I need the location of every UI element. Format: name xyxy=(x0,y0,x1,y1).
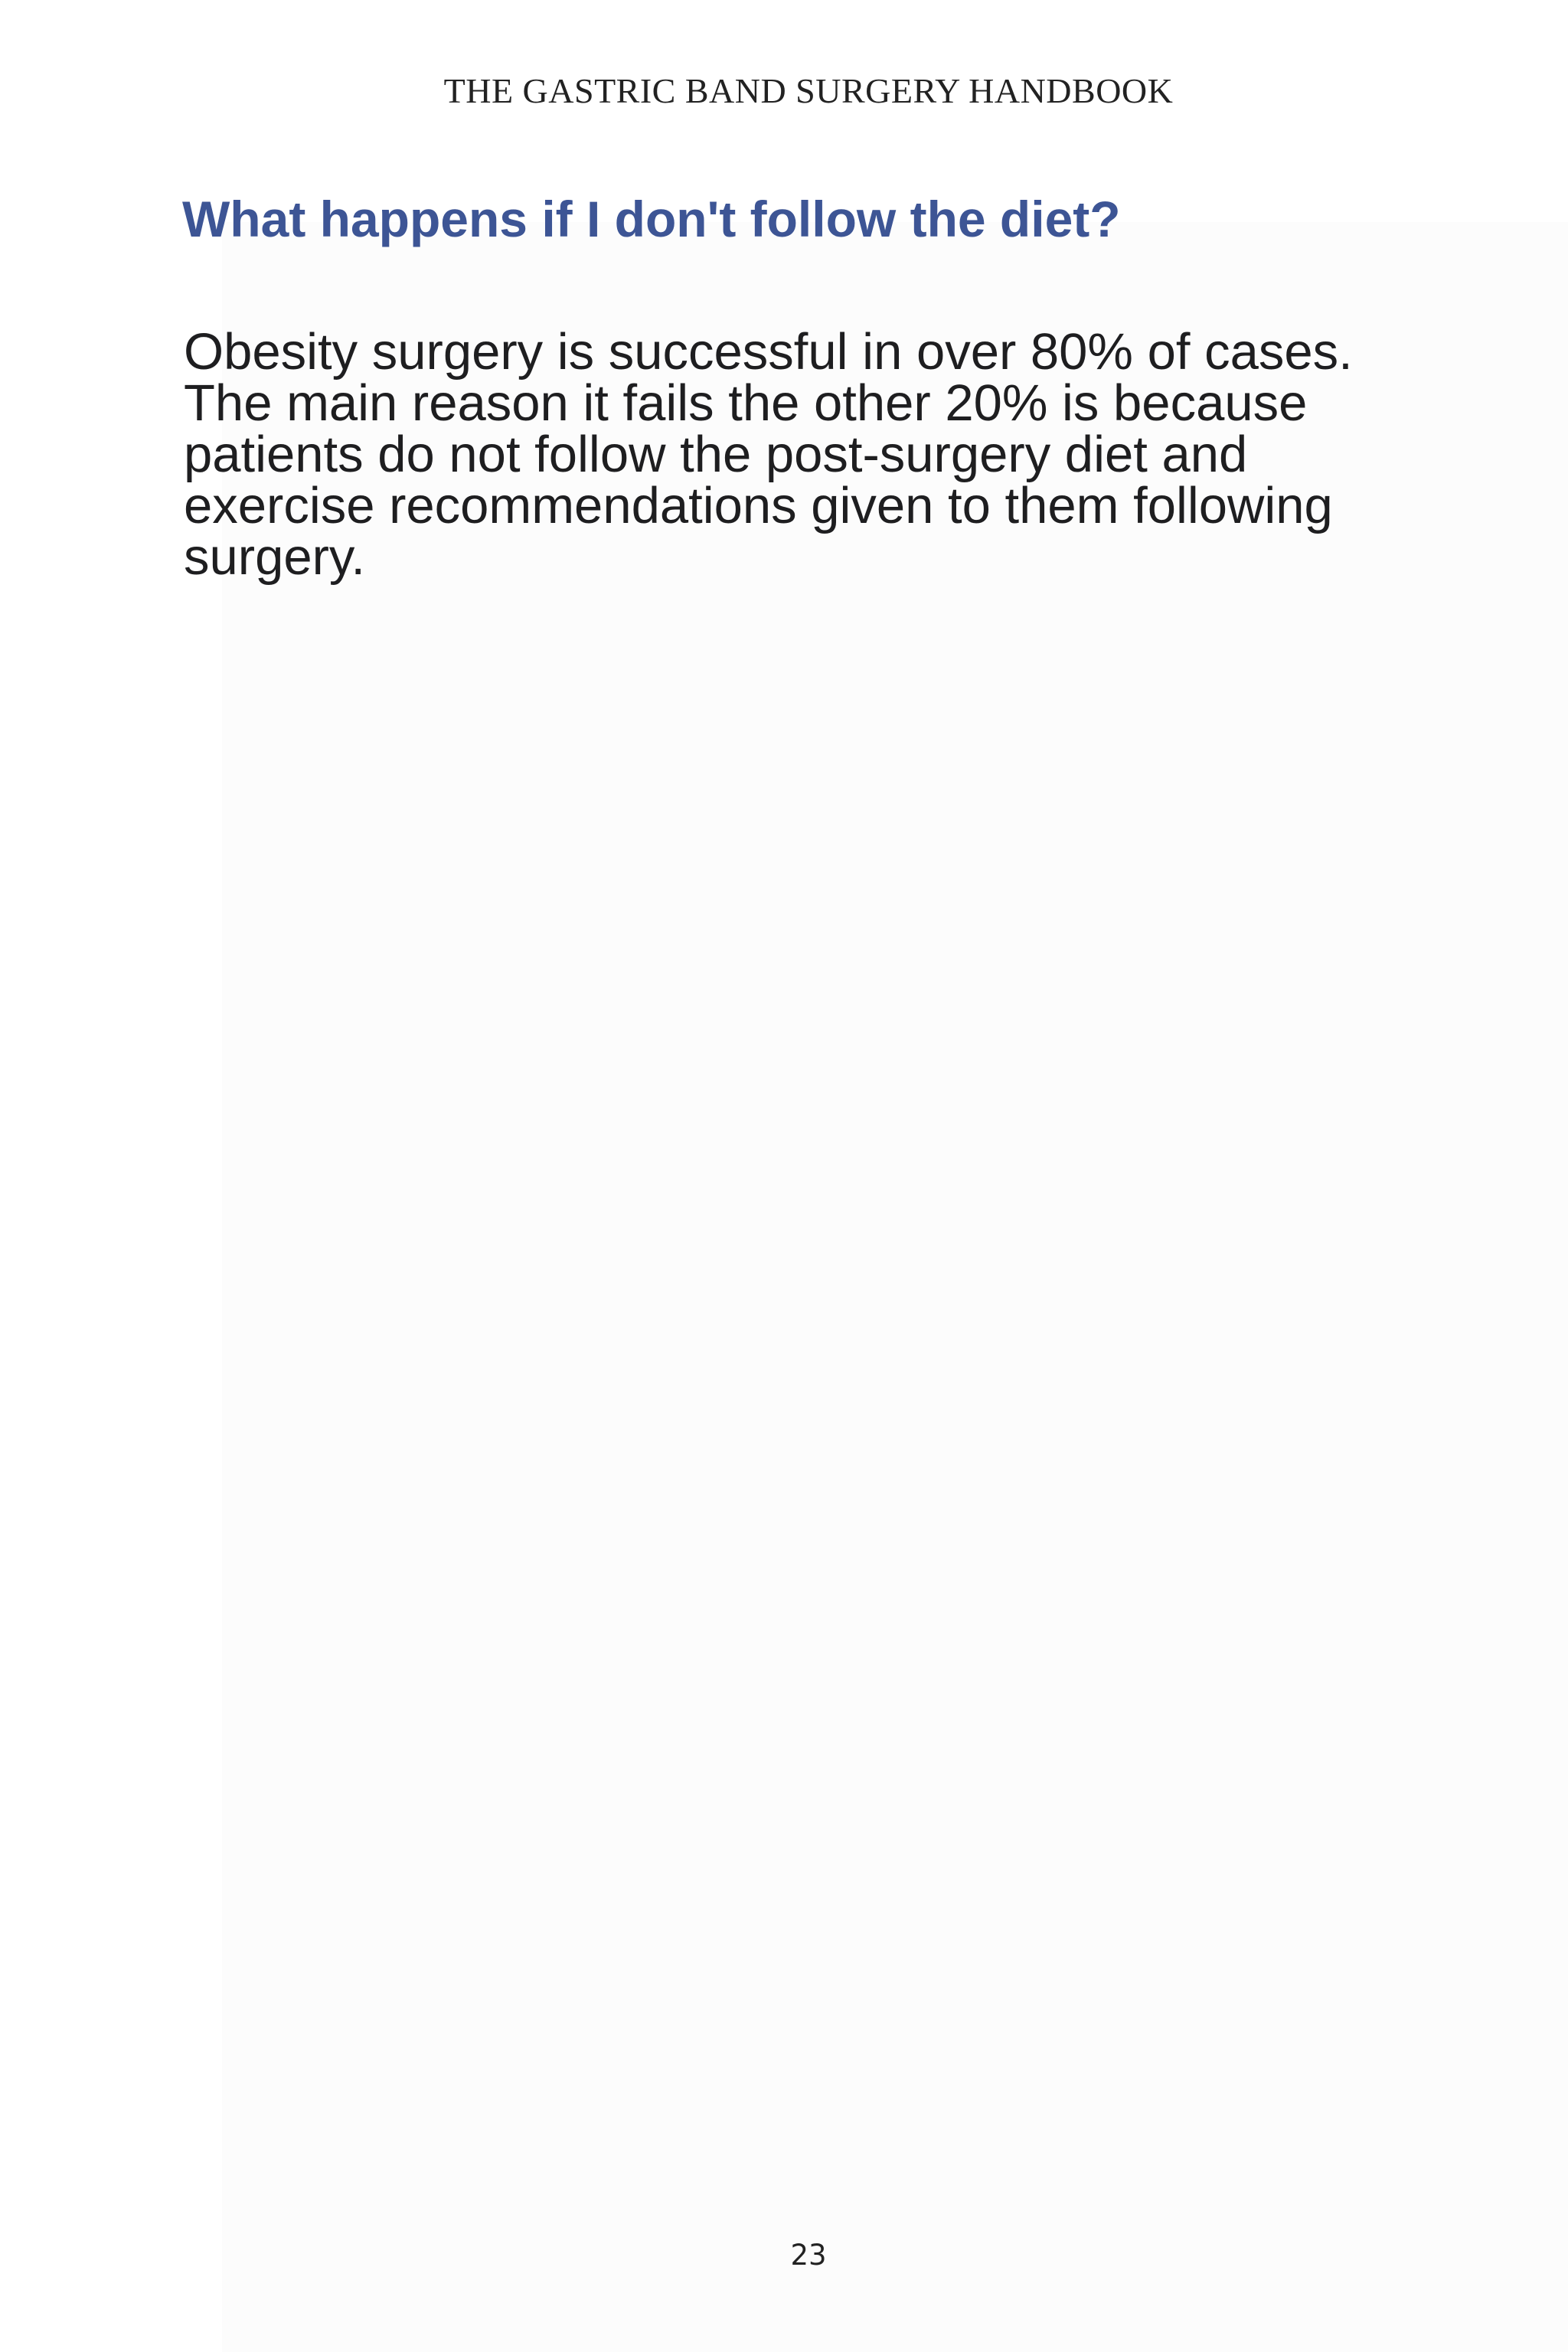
paragraph-line: patients do not follow the post-surgery diet and xyxy=(184,426,1248,483)
body-paragraph xyxy=(184,323,1424,586)
section-heading: What happens if I don't follow the diet? xyxy=(182,191,1121,247)
paragraph-line: The main reason it fails the other 20% is because xyxy=(184,374,1308,432)
paragraph-line: exercise recommendations given to them following xyxy=(184,477,1333,534)
running-header: THE GASTRIC BAND SURGERY HANDBOOK xyxy=(443,71,1174,110)
paragraph-line: Obesity surgery is successful in over 80% of cases. xyxy=(184,323,1353,381)
page-number: 23 xyxy=(790,2239,827,2272)
paragraph-line: surgery. xyxy=(184,528,366,586)
